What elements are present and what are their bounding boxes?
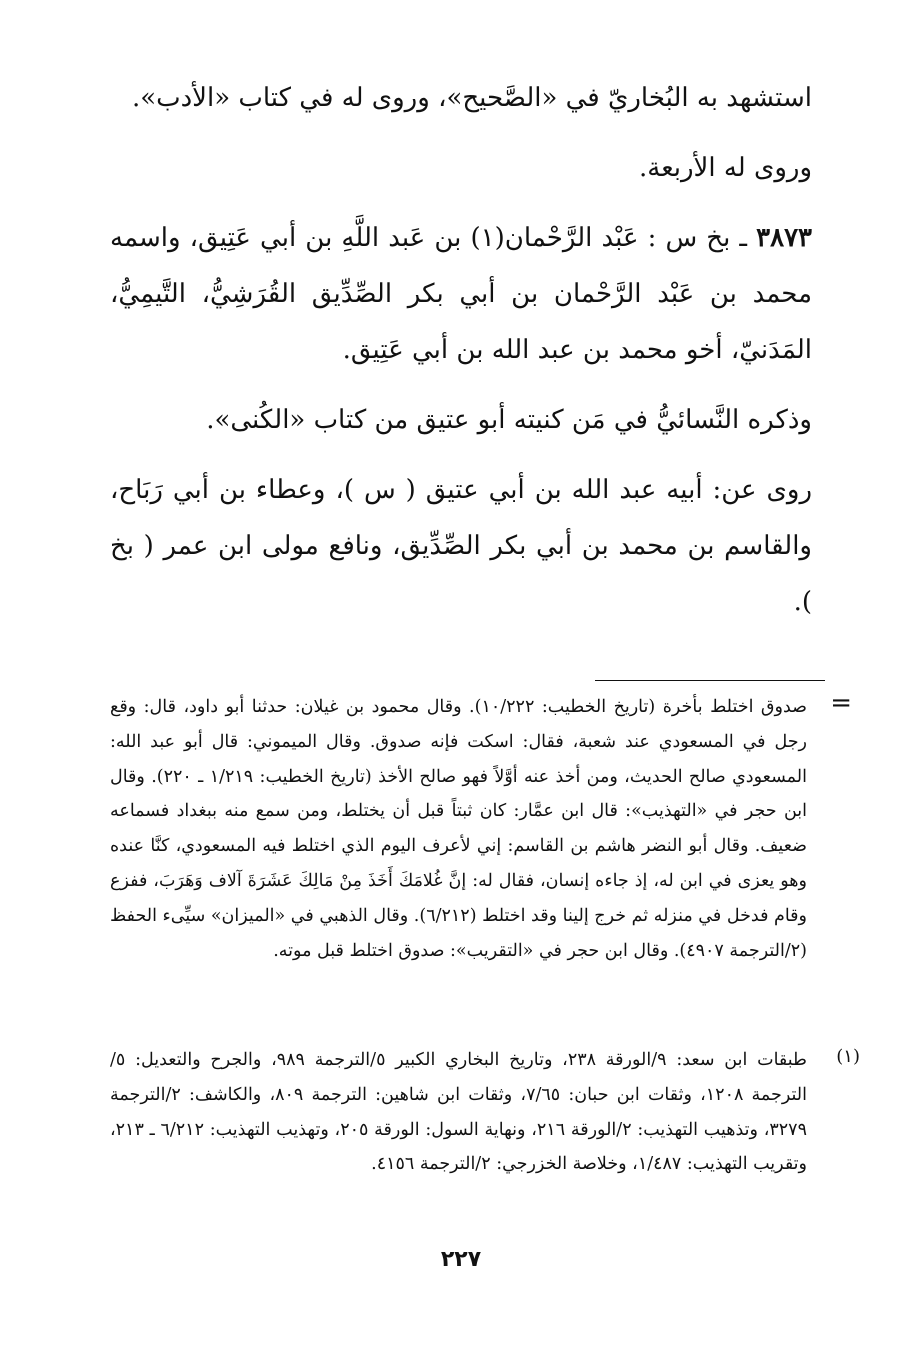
- footnote-continuation: [110, 690, 807, 968]
- page-number: ٢٢٧: [440, 1247, 482, 1272]
- paragraph-four-narrators: وروى له الأربعة.: [639, 153, 812, 183]
- paragraph-bukhari-citation: استشهد به البُخاريّ في «الصَّحيح»، وروى له في كتاب «الأدب».: [131, 83, 812, 113]
- paragraph-nasai-mention: وذكره النَّسائيُّ في مَن كنيته أبو عتيق من كتاب «الكُنى».: [206, 405, 812, 435]
- footnote-1-text: طبقات ابن سعد: ٩/الورقة ٢٣٨، وتاريخ البخاري الكبير ٥/الترجمة ٩٨٩، والجرح والتعديل: ٥/الترجمة ١٢٠٨، وثقات ابن حبان: ٧/٦٥، وثقات ابن شاهين: الترجمة ٨٠٩، والكاشف: ٢/الترجمة ٣٢٧٩، وتذهيب التهذيب: ٢/الورقة ٢١٦، ونهاية السول: الورقة ٢٠٥، وتهذيب التهذيب: ٦/٢١٢ ـ ٢١٣، وتقريب التهذيب: ١/٤٨٧، وخلاصة الخزرجي: ٢/الترجمة ٤١٥٦.: [110, 1050, 808, 1175]
- paragraph-entry-3873: [110, 210, 812, 378]
- footnote-1-mark: (١): [836, 1046, 860, 1067]
- footnote-separator: [595, 680, 825, 681]
- footnote-continuation-text: صدوق اختلط بأخرة (تاريخ الخطيب: ١٠/٢٢٢). وقال محمود بن غيلان: حدثنا أبو داود، قال: وقع رجل في المسعودي عند شعبة، فقال: اسكت فإنه صدوق. وقال الميموني: قال أبو عبد الله: المسعودي صالح الحديث، ومن أخذ عنه أوَّلاً فهو صالح الأخذ (تاريخ الخطيب: ١/٢١٩ ـ ٢٢٠). وقال ابن حجر في «التهذيب»: قال ابن عمَّار: كان ثبتاً قبل أن يختلط، ومن سمع منه ببغداد فسماعه ضعيف. وقال أبو النضر هاشم بن القاسم: إني لأعرف اليوم الذي اختلط فيه المسعودي، كنَّا عنده وهو يعزى في ابن له، إذ جاءه إنسان، فقال له: إنَّ غُلامَكَ أَخَذَ مِنْ مَالِكَ عَشَرَةَ آلاف وَهَرَبَ، ففزع وقام فدخل في منزله ثم خرج إلينا وقد اختلط (٦/٢١٢). وقال الذهبي في «الميزان» سيِّىء الحفظ (٢/الترجمة ٤٩٠٧). وقال ابن حجر في «التقريب»: صدوق اختلط قبل موته.: [110, 697, 808, 961]
- entry-number: ٣٨٧٣: [756, 223, 813, 253]
- footnote-1: [110, 1043, 807, 1182]
- paragraph-narrated-from: روى عن: أبيه عبد الله بن أبي عتيق ( س )، وعطاء بن أبي رَبَاح، والقاسم بن محمد بن أبي بكر الصِّدِّيق، ونافع مولى ابن عمر ( بخ ).: [110, 475, 812, 617]
- footnote-continuation-mark: =: [830, 688, 852, 718]
- main-text: [110, 70, 812, 644]
- entry-biography: ـ بخ س : عَبْد الرَّحْمان(١) بن عَبد اللَّهِ بن أبي عَتِيق، واسمه محمد بن عَبْد الرَّحْمان بن أبي بكر الصِّدِّيق القُرَشِيُّ، التَّيمِيُّ، المَدَنيّ، أخو محمد بن عبد الله بن أبي عَتِيق.: [110, 223, 812, 365]
